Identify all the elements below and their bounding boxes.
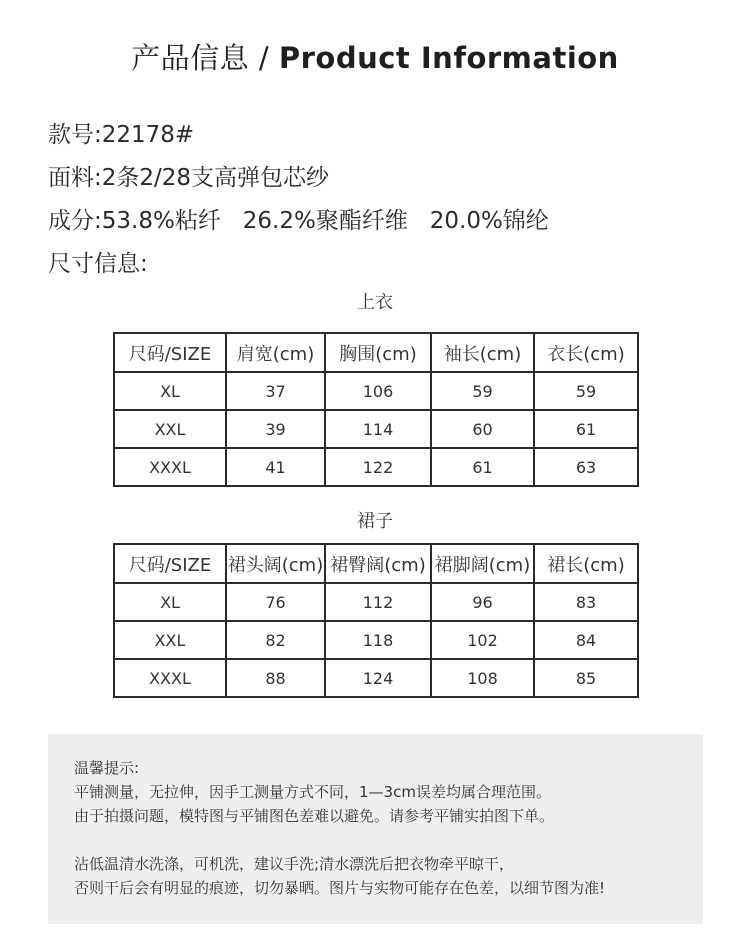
table-cell: 61 bbox=[534, 410, 638, 448]
table-cell: 76 bbox=[226, 583, 325, 621]
table-cell: 85 bbox=[534, 659, 638, 697]
table-row bbox=[114, 410, 638, 448]
tips-line: 平铺测量，无拉伸，因手工测量方式不同，1—3cm误差均属合理范围。 bbox=[74, 783, 551, 801]
table-cell: XXXL bbox=[114, 659, 226, 697]
page-title bbox=[0, 36, 750, 77]
table-cell: 84 bbox=[534, 621, 638, 659]
table-cell: 118 bbox=[325, 621, 431, 659]
fabric: 面料:2条2/28支高弹包芯纱 bbox=[48, 165, 330, 191]
table-header-cell: 袖长(cm) bbox=[431, 333, 534, 372]
table-cell: 96 bbox=[431, 583, 534, 621]
table-row bbox=[114, 583, 638, 621]
care-line: 否则干后会有明显的痕迹，切勿暴晒。图片与实物可能存在色差，以细节图为准! bbox=[74, 879, 606, 897]
table-cell: 59 bbox=[431, 372, 534, 410]
table-cell: 114 bbox=[325, 410, 431, 448]
tips-line: 由于拍摄问题，模特图与平铺图色差难以避免。请参考平铺实拍图下单。 bbox=[74, 807, 555, 825]
table-cell: 82 bbox=[226, 621, 325, 659]
table-cell: 122 bbox=[325, 448, 431, 486]
page-title-en: Product Information bbox=[278, 41, 619, 75]
table-row bbox=[114, 372, 638, 410]
table-cell: 63 bbox=[534, 448, 638, 486]
table-cell: XXL bbox=[114, 410, 226, 448]
table-header-row bbox=[114, 333, 638, 372]
product-info bbox=[48, 114, 549, 286]
table-cell: 59 bbox=[534, 372, 638, 410]
table-header-cell: 裙臀阔(cm) bbox=[325, 544, 431, 583]
table-header-cell: 裙脚阔(cm) bbox=[431, 544, 534, 583]
table-header-cell: 裙长(cm) bbox=[534, 544, 638, 583]
top-size-table bbox=[113, 332, 639, 487]
table-header-cell: 衣长(cm) bbox=[534, 333, 638, 372]
page-title-cn: 产品信息 / bbox=[131, 41, 270, 75]
table-header-cell: 胸围(cm) bbox=[325, 333, 431, 372]
table-cell: 61 bbox=[431, 448, 534, 486]
top-table-caption: 上衣 bbox=[357, 292, 393, 313]
table-cell: 102 bbox=[431, 621, 534, 659]
table-row bbox=[114, 448, 638, 486]
composition: 成分:53.8%粘纤 26.2%聚酯纤维 20.0%锦纶 bbox=[48, 208, 549, 234]
table-header-cell: 尺码/SIZE bbox=[114, 544, 226, 583]
size-info-label: 尺寸信息: bbox=[48, 251, 148, 277]
table-header-cell: 尺码/SIZE bbox=[114, 333, 226, 372]
table-cell: 60 bbox=[431, 410, 534, 448]
table-cell: 83 bbox=[534, 583, 638, 621]
skirt-table-caption: 裙子 bbox=[357, 511, 393, 532]
table-cell: 106 bbox=[325, 372, 431, 410]
table-cell: 108 bbox=[431, 659, 534, 697]
table-cell: 124 bbox=[325, 659, 431, 697]
tips-panel bbox=[48, 734, 703, 924]
table-cell: XXL bbox=[114, 621, 226, 659]
table-cell: XXXL bbox=[114, 448, 226, 486]
table-row bbox=[114, 659, 638, 697]
table-cell: XL bbox=[114, 372, 226, 410]
table-header-cell: 肩宽(cm) bbox=[226, 333, 325, 372]
table-cell: 88 bbox=[226, 659, 325, 697]
table-row bbox=[114, 621, 638, 659]
skirt-size-table bbox=[113, 543, 639, 698]
care-line: 沾低温清水洗涤，可机洗，建议手洗;清水漂洗后把衣物牵平晾干， bbox=[74, 855, 515, 873]
table-cell: 112 bbox=[325, 583, 431, 621]
table-cell: 37 bbox=[226, 372, 325, 410]
table-cell: 41 bbox=[226, 448, 325, 486]
table-cell: 39 bbox=[226, 410, 325, 448]
table-header-cell: 裙头阔(cm) bbox=[226, 544, 325, 583]
tips-heading: 温馨提示: bbox=[74, 759, 140, 777]
item-number: 款号:22178# bbox=[48, 122, 195, 148]
table-header-row bbox=[114, 544, 638, 583]
table-cell: XL bbox=[114, 583, 226, 621]
